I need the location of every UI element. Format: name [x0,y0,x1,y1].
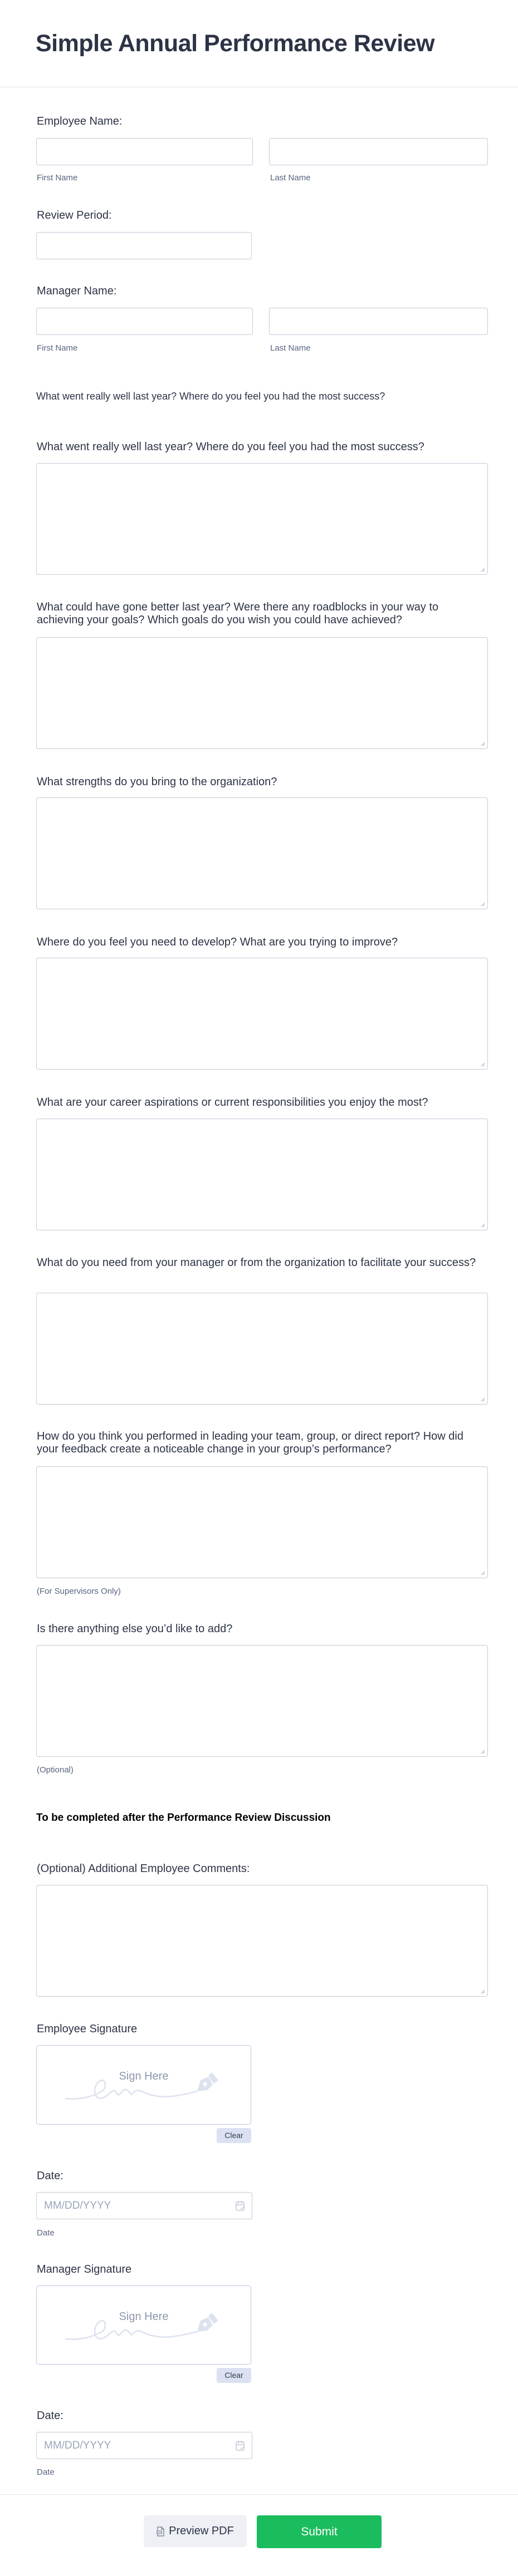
employee-last-name-input[interactable] [269,138,488,165]
manager-date-label: Date: [37,2410,63,2422]
question-1-label: What went really well last year? Where do you feel you had the most success? [37,441,424,453]
question-1-textarea[interactable] [36,463,488,575]
employee-signature-pad[interactable] [36,2045,251,2125]
review-period-label: Review Period: [37,209,112,221]
svg-text:PDF: PDF [157,2530,162,2534]
manager-signature-pad[interactable] [36,2286,251,2365]
post-review-heading: To be completed after the Performance Review Discussion [36,1812,331,1824]
pdf-file-icon [157,2526,164,2536]
manager-date-placeholder: MM/DD/YYYY [44,2440,111,2451]
question-8-sublabel: (Optional) [37,1765,74,1775]
signature-pen-icon [65,2308,226,2347]
question-7-label: How do you think you performed in leading your team, group, or direct report? How did your feedback create a noticeable change in your group’s performance? [37,1430,463,1455]
manager-first-name-input[interactable] [36,308,253,335]
manager-last-name-input[interactable] [269,308,488,335]
calendar-icon[interactable] [235,2200,245,2211]
preview-pdf-button[interactable] [144,2515,247,2547]
manager-sign-here-placeholder: Sign Here [119,2311,169,2323]
resize-handle-icon[interactable] [480,1749,485,1754]
question-6-label: What do you need from your manager or from the organization to facilitate your success? [37,1257,476,1269]
review-period-input[interactable] [36,232,252,259]
additional-comments-label: (Optional) Additional Employee Comments: [37,1863,250,1875]
resize-handle-icon[interactable] [480,1062,485,1067]
resize-handle-icon[interactable] [480,1397,485,1402]
question-6-textarea[interactable] [36,1293,488,1405]
employee-signature-label: Employee Signature [37,2023,138,2035]
employee-date-sublabel: Date [37,2228,55,2238]
question-3-textarea[interactable] [36,797,488,909]
manager-signature-label: Manager Signature [37,2263,132,2275]
question-4-textarea[interactable] [36,958,488,1070]
question-8-textarea[interactable] [36,1645,488,1757]
resize-handle-icon[interactable] [480,902,485,907]
manager-last-name-sublabel: Last Name [270,343,311,353]
manager-date-input[interactable] [36,2432,252,2459]
manager-signature-clear-button[interactable]: Clear [217,2368,251,2383]
employee-sign-here-placeholder: Sign Here [119,2070,169,2082]
employee-date-label: Date: [37,2170,63,2182]
question-7-sublabel: (For Supervisors Only) [37,1587,121,1596]
employee-date-input[interactable] [36,2192,252,2219]
question-7-textarea[interactable] [36,1466,488,1578]
employee-date-placeholder: MM/DD/YYYY [44,2200,111,2211]
signature-pen-icon [65,2068,226,2107]
question-5-label: What are your career aspirations or current responsibilities you enjoy the most? [37,1096,428,1109]
question-2-textarea[interactable] [36,637,488,749]
resize-handle-icon[interactable] [480,1989,485,1994]
preview-pdf-label: Preview PDF [169,2525,234,2537]
employee-last-name-sublabel: Last Name [270,173,311,183]
resize-handle-icon[interactable] [480,1570,485,1575]
employee-signature-clear-button[interactable]: Clear [217,2128,251,2143]
question-2-label: What could have gone better last year? Were there any roadblocks in your way to achieving your goals? Which goals do you wish you could have achieved? [37,601,439,626]
manager-first-name-sublabel: First Name [37,343,78,353]
employee-first-name-sublabel: First Name [37,173,78,183]
employee-first-name-input[interactable] [36,138,253,165]
intro-paragraph: What went really well last year? Where do you feel you had the most success? [36,391,385,402]
manager-date-sublabel: Date [37,2467,55,2477]
employee-name-label: Employee Name: [37,115,123,127]
question-5-textarea[interactable] [36,1119,488,1230]
submit-button[interactable]: Submit [257,2515,382,2548]
question-4-label: Where do you feel you need to develop? What are you trying to improve? [37,936,398,948]
resize-handle-icon[interactable] [480,741,485,746]
additional-comments-textarea[interactable] [36,1885,488,1997]
question-3-label: What strengths do you bring to the organization? [37,776,277,788]
calendar-icon[interactable] [235,2440,245,2451]
resize-handle-icon[interactable] [480,1223,485,1228]
footer-divider [0,2494,518,2495]
page-title: Simple Annual Performance Review [36,30,435,57]
resize-handle-icon[interactable] [480,567,485,572]
manager-name-label: Manager Name: [37,285,117,297]
question-8-label: Is there anything else you’d like to add? [37,1623,233,1635]
